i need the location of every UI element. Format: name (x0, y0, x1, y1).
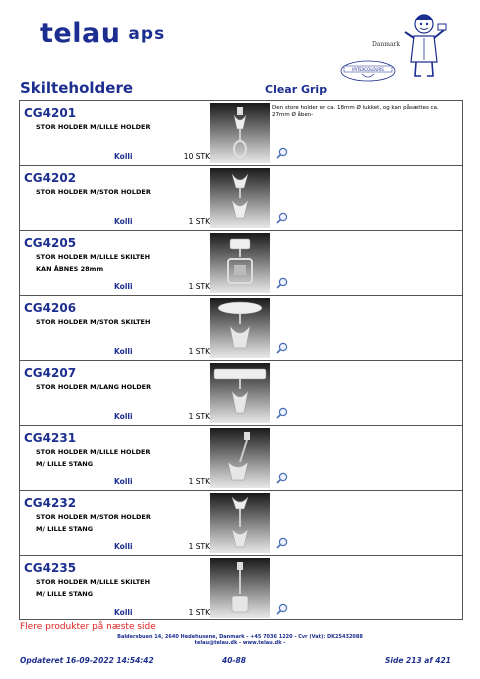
kolli-label: Kolli (114, 282, 133, 291)
product-description: STOR HOLDER M/LILLE SKILTEH KAN ÅBNES 28mm (36, 253, 151, 273)
product-code: CG4205 (24, 236, 77, 250)
product-row (20, 101, 462, 166)
kolli-quantity: 1 STK (188, 282, 210, 291)
kolli-quantity: 1 STK (188, 217, 210, 226)
product-photo[interactable] (210, 168, 270, 228)
zoom-icon[interactable] (276, 603, 288, 615)
updated-timestamp: Opdateret 16-09-2022 14:54:42 (20, 656, 154, 665)
kolli-label: Kolli (114, 347, 133, 356)
company-address: Baldersbuen 14, 2640 Hedehusene, Danmark - +45 7036 1220 - Cvr (Vat): DK25432088 (117, 634, 363, 640)
product-row (20, 491, 462, 556)
kolli-quantity: 1 STK (188, 608, 210, 617)
kolli-quantity: 1 STK (188, 412, 210, 421)
product-row (20, 426, 462, 491)
company-logo (40, 18, 165, 49)
kolli-label: Kolli (114, 152, 133, 161)
zoom-icon[interactable] (276, 277, 288, 289)
product-code: CG4207 (24, 366, 77, 380)
product-description: STOR HOLDER M/LILLE HOLDER M/ LILLE STANG (36, 448, 151, 468)
product-code: CG4206 (24, 301, 77, 315)
product-list (19, 100, 463, 620)
kolli-quantity: 10 STK (183, 152, 210, 161)
product-description: STOR HOLDER M/LILLE HOLDER (36, 123, 151, 131)
kolli-label: Kolli (114, 542, 133, 551)
zoom-icon[interactable] (276, 472, 288, 484)
zoom-icon[interactable] (276, 147, 288, 159)
product-code: CG4235 (24, 561, 77, 575)
product-code: CG4232 (24, 496, 77, 510)
brand-name: telau (40, 18, 121, 49)
product-code: CG4202 (24, 171, 77, 185)
product-row (20, 231, 462, 296)
product-photo[interactable] (210, 363, 270, 423)
kolli-label: Kolli (114, 608, 133, 617)
product-description: STOR HOLDER M/STOR HOLDER M/ LILLE STANG (36, 513, 151, 533)
kolli-label: Kolli (114, 217, 133, 226)
product-photo[interactable] (210, 298, 270, 358)
zoom-icon[interactable] (276, 407, 288, 419)
product-photo[interactable] (210, 428, 270, 488)
more-products-note: Flere produkter på næste side (20, 622, 156, 632)
certification-stamp (340, 60, 396, 82)
product-photo[interactable] (210, 103, 270, 163)
page-code: 40-88 (222, 656, 246, 665)
kolli-label: Kolli (114, 412, 133, 421)
product-description: STOR HOLDER M/STOR HOLDER (36, 188, 151, 196)
kolli-quantity: 1 STK (188, 542, 210, 551)
product-photo[interactable] (210, 233, 270, 293)
product-description: STOR HOLDER M/LILLE SKILTEH M/ LILLE STANG (36, 578, 151, 598)
product-code: CG4231 (24, 431, 77, 445)
category-subtitle: Clear Grip (265, 83, 328, 96)
product-info: Den store holder er ca. 18mm Ø lukket, og kan påsættes ca. 27mm Ø åben- (272, 105, 439, 118)
kolli-quantity: 1 STK (188, 477, 210, 486)
zoom-icon[interactable] (276, 342, 288, 354)
country-label: Danmark (372, 41, 401, 48)
kolli-label: Kolli (114, 477, 133, 486)
zoom-icon[interactable] (276, 212, 288, 224)
product-row (20, 166, 462, 231)
brand-suffix: aps (128, 24, 166, 44)
product-description: STOR HOLDER M/STOR SKILTEH (36, 318, 151, 326)
page-number: Side 213 af 421 (385, 656, 451, 665)
product-description: STOR HOLDER M/LANG HOLDER (36, 383, 152, 391)
product-photo[interactable] (210, 493, 270, 553)
kolli-quantity: 1 STK (188, 347, 210, 356)
zoom-icon[interactable] (276, 537, 288, 549)
page-title: Skilteholdere (20, 79, 134, 97)
product-row (20, 556, 462, 621)
product-code: CG4201 (24, 106, 77, 120)
company-contact: telau@telau.dk - www.telau.dk - (194, 640, 286, 646)
stamp-text: IPITEXCOLOURS (352, 67, 384, 72)
product-photo[interactable] (210, 558, 270, 618)
product-row (20, 361, 462, 426)
mascot-icon (402, 10, 448, 82)
product-row (20, 296, 462, 361)
